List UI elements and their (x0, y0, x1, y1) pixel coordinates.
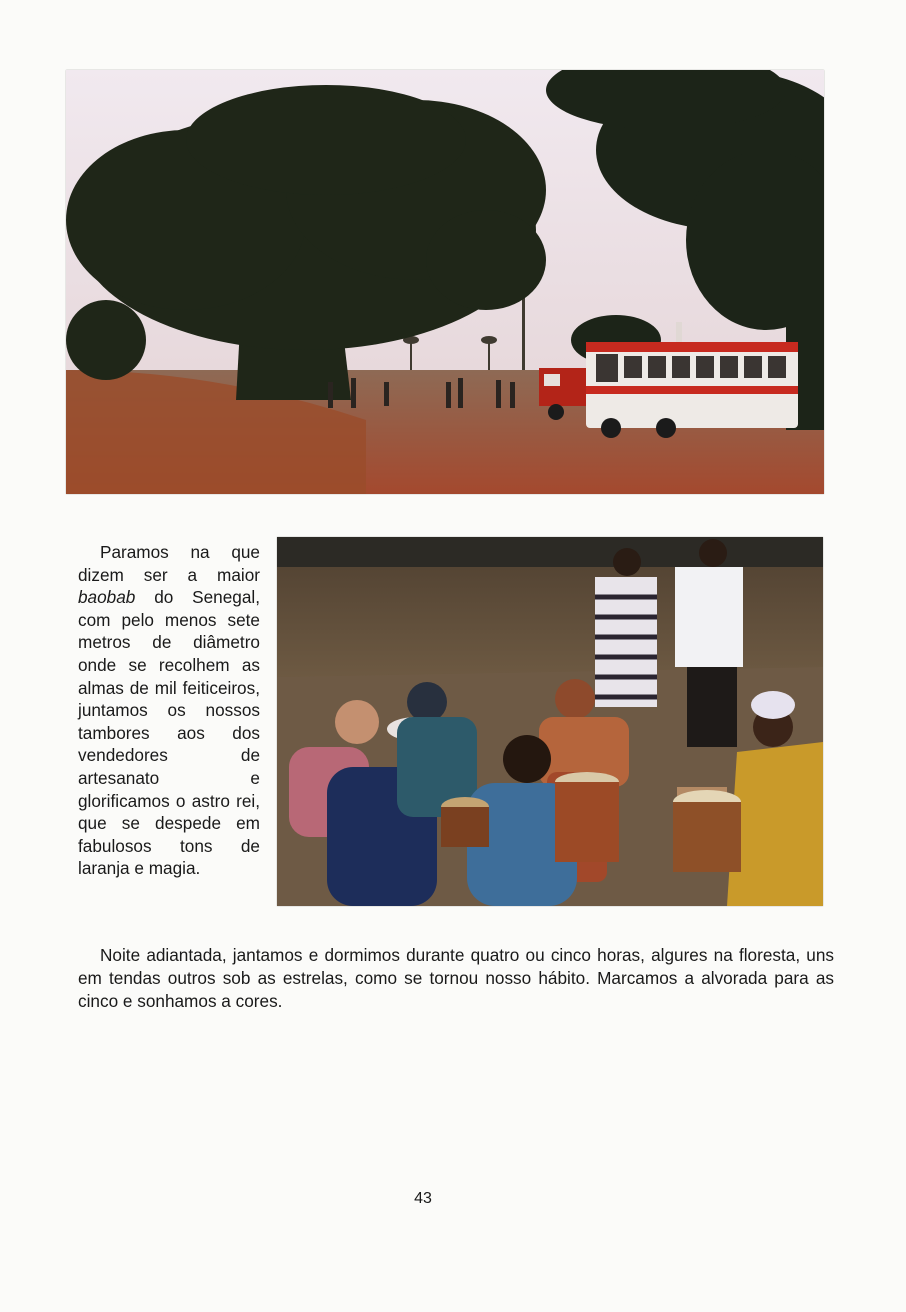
drummers-photo (277, 537, 823, 906)
baobab-bus-photo (66, 70, 824, 494)
page-number: 43 (414, 1190, 432, 1207)
body-paragraph: Noite adiantada, jantamos e dormimos durante quatro ou cinco horas, algures na floresta, uns em tendas outros sob as estrelas, como se tornou nosso hábito. Marcamos a alvorada para as cinco e sonhamos a cores. (78, 945, 834, 1011)
baobab-bus-illustration (66, 70, 824, 494)
photo-caption-column (78, 541, 260, 880)
drummers-illustration (277, 537, 823, 906)
body-paragraph-block (78, 944, 834, 1012)
caption-paragraph (78, 541, 260, 880)
caption-text-start: Paramos na que dizem ser a maior (78, 542, 260, 585)
caption-text-end: do Senegal, com pelo menos sete metros de diâmetro onde se recolhem as almas de mil feiticeiros, juntamos os nossos tambores aos dos vendedores de artesanato e glorificamos o astro rei, que se despede em fabulosos tons de laranja e magia. (78, 587, 261, 879)
caption-italic-word: baobab (78, 587, 136, 608)
